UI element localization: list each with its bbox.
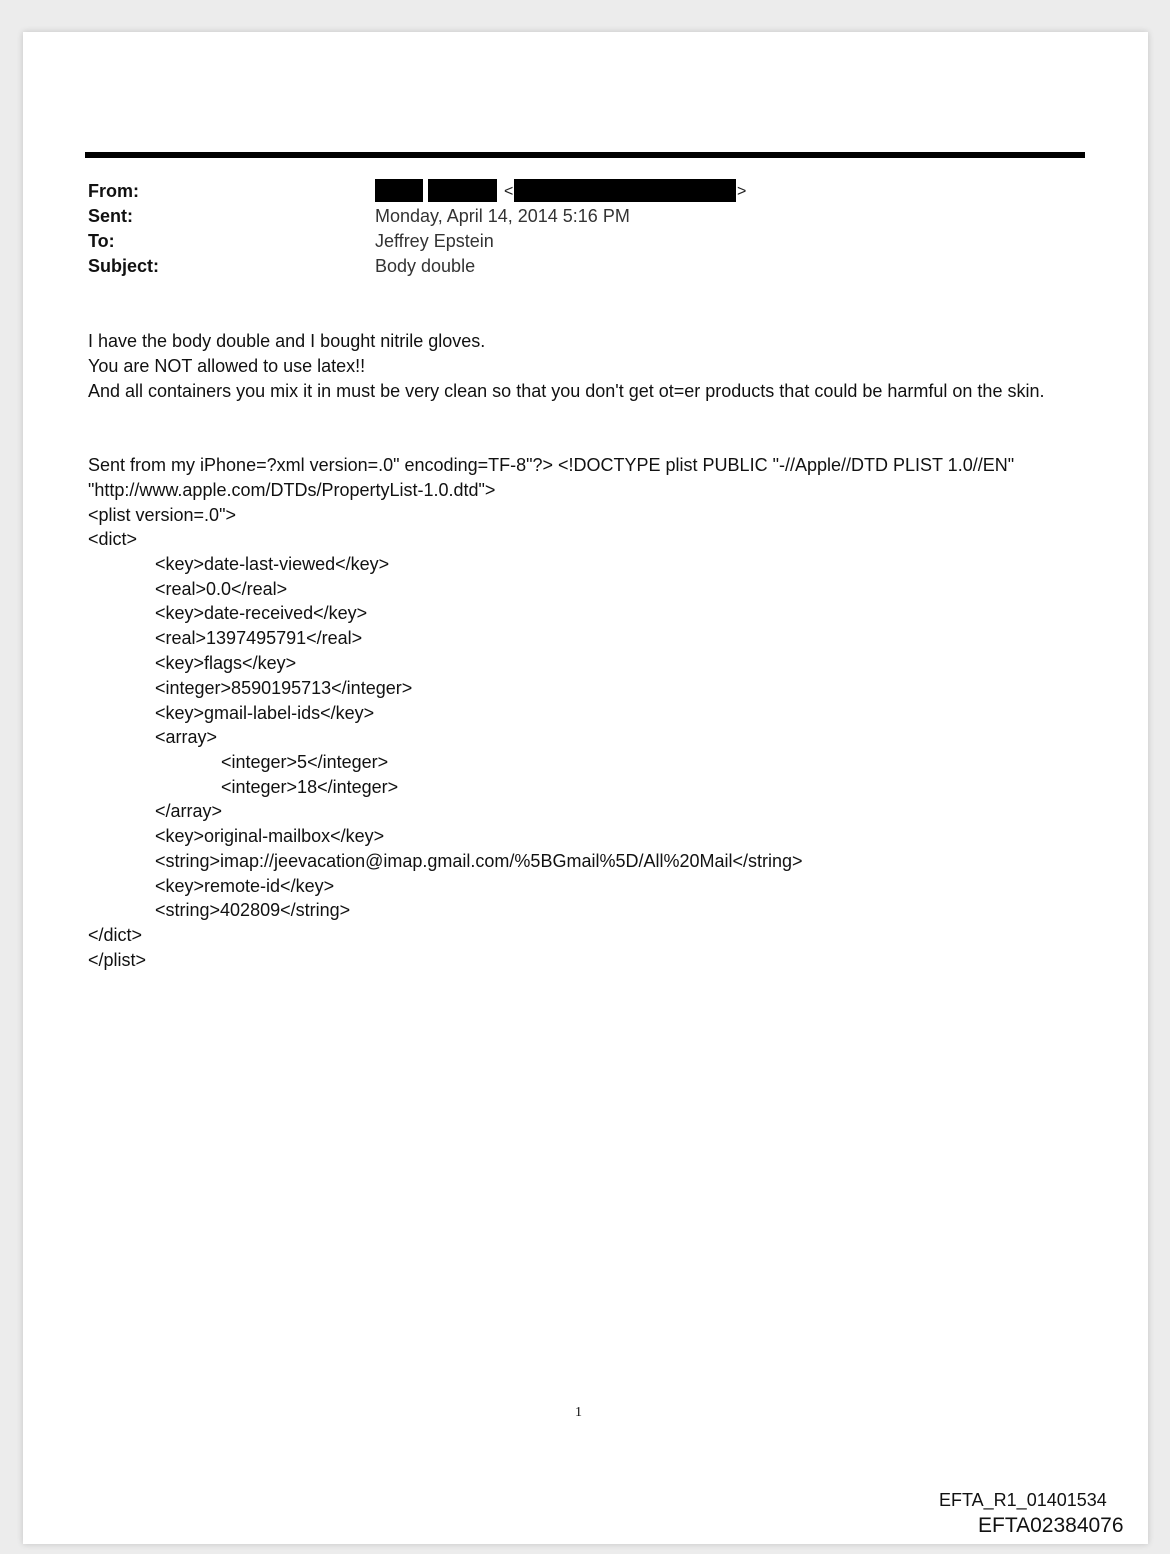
redaction-box-first-name [375,179,423,202]
plist-line: <key>remote-id</key> [155,876,335,896]
plist-line: <string>402809</string> [155,900,351,920]
header-rule [85,152,1085,158]
subject-label: Subject: [88,256,160,276]
subject-value: Body double [375,256,476,276]
plist-line: <key>date-received</key> [155,603,368,623]
bates-stamp-1: EFTA_R1_01401534 [939,1490,1107,1510]
redaction-box-last-name [428,179,497,202]
to-value: Jeffrey Epstein [375,231,494,251]
plist-line: <integer>5</integer> [221,752,389,772]
plist-line: <key>flags</key> [155,653,297,673]
sent-value: Monday, April 14, 2014 5:16 PM [375,206,630,226]
from-open-bracket: < [504,183,514,200]
plist-line: <dict> [88,529,138,549]
plist-line: <key>gmail-label-ids</key> [155,703,375,723]
page-number: 1 [575,1405,582,1420]
plist-line: <key>date-last-viewed</key> [155,554,390,574]
signature-line: Sent from my iPhone=?xml version=.0" encoding=TF-8"?> <!DOCTYPE plist PUBLIC "-//Apple//DTD PLIST 1.0//EN" [88,455,1015,475]
redaction-box-email [514,179,736,202]
bates-stamp-2: EFTA02384076 [978,1514,1124,1537]
plist-line: </plist> [88,950,147,970]
document-page [23,32,1148,1544]
from-close-bracket: > [737,183,747,200]
plist-line: <string>imap://jeevacation@imap.gmail.com/%5BGmail%5D/All%20Mail</string> [155,851,803,871]
plist-line: "http://www.apple.com/DTDs/PropertyList-1.0.dtd"> [88,480,496,500]
sent-label: Sent: [88,206,133,226]
body-line-3: And all containers you mix it in must be very clean so that you don't get ot=er products that could be harmful on the skin. [88,381,1045,401]
plist-line: <key>original-mailbox</key> [155,826,385,846]
body-line-1: I have the body double and I bought nitrile gloves. [88,331,486,351]
plist-line: </array> [155,801,223,821]
plist-line: <array> [155,727,218,747]
plist-line: <integer>8590195713</integer> [155,678,413,698]
body-line-2: You are NOT allowed to use latex!! [88,356,366,376]
plist-line: <integer>18</integer> [221,777,399,797]
to-label: To: [88,231,115,251]
from-label: From: [88,181,139,201]
plist-line: <real>1397495791</real> [155,628,363,648]
plist-line: <plist version=.0"> [88,505,236,525]
plist-line: </dict> [88,925,143,945]
plist-line: <real>0.0</real> [155,579,288,599]
